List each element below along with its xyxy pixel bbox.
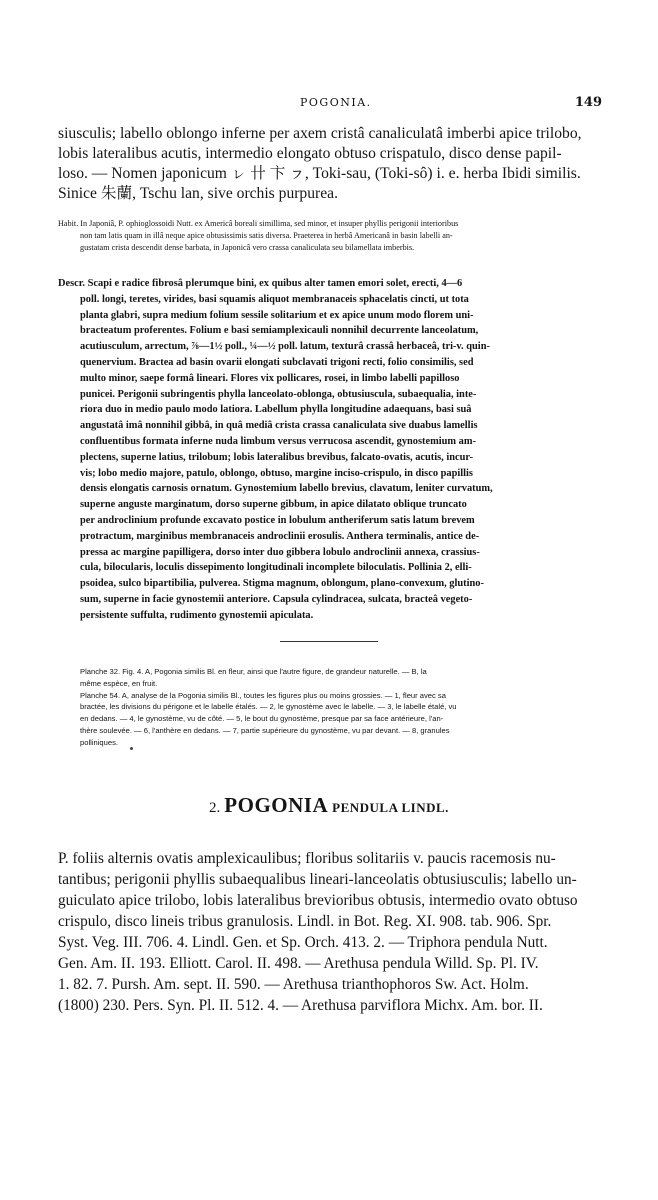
- text-line: poll. longi, teretes, virides, basi squamis aliquot membranaceis sphacelatis cincti, ut tota: [80, 293, 469, 305]
- text-line: densis elongatis carnosis ornatum. Gynostemium labello brevius, clavatum, leniter curvatum,: [80, 483, 493, 495]
- text-line: planta glabri, supra medium folium sessile solitarium et ex apice unum modo florem uni-: [80, 309, 474, 321]
- section-divider: [280, 641, 378, 642]
- text-line: bracteatum proferentes. Folium e basi semiamplexicauli nonnihil decurrente lanceolatum,: [80, 325, 479, 337]
- text-line: crispulo, disco lineis tribus granulosis. Lindl. in Bot. Reg. XI. 908. tab. 906. Spr.: [58, 913, 552, 930]
- text-line: punicei. Perigonii subringentis phylla lanceolato-oblonga, obtusiuscula, subaequalia, inte-: [80, 388, 477, 400]
- text-line: vis; lobo medio majore, patulo, oblongo, obtuso, margine inciso-crispulo, in disco papillis: [80, 467, 473, 479]
- text-line: quenervium. Bractea ad basin ovarii elongati subclavati trigoni recti, folio consimilis, sed: [80, 356, 474, 368]
- text-line: plectens, superne latius, trilobum; lobis lateralibus brevibus, falcato-ovatis, acutis, incur-: [80, 451, 474, 463]
- text-line: même espèce, en fruit.: [80, 678, 158, 688]
- species-genus: POGONIA: [224, 793, 329, 817]
- text-line: bractée, les divisions du périgone et le labelle étalés. — 2, le gynostème avec le labelle. — 3, le labelle étalé, vu: [80, 702, 457, 712]
- text-line: confluentibus formata inferne nuda limbum versus verrucosa ascendit, gynostemium am-: [80, 435, 476, 447]
- text-line: persistente suffulta, rudimento gynostemii apiculata.: [80, 609, 314, 621]
- text-line: superne anguste marginatum, dorso superne gibbum, in apice dilatato oblique truncato: [80, 499, 467, 511]
- page-number: 149: [574, 95, 602, 110]
- text-line: Planche 54. A, analyse de la Pogonia similis Bl., toutes les figures plus ou moins grossies. — 1, fleur avec sa: [80, 690, 446, 700]
- running-head: POGONIA.: [300, 96, 372, 109]
- habitat-paragraph: [58, 218, 603, 255]
- text-line: protractum, marginibus membranaceis androclinii erosulis. Anthera terminalis, antice de-: [80, 530, 480, 542]
- text-line: non tam latis quam in illâ neque apice obtusissimis satis diversa. Praeterea in herbâ Americanâ in basin labelli an-: [80, 231, 453, 241]
- text-line: thère soulevée. — 6, l'anthère en dedans. — 7, partie supérieure du gynostème, vu par devant. — 8, granules: [80, 725, 450, 735]
- species-diagnosis: [58, 848, 603, 1016]
- plate-notes: [80, 666, 600, 749]
- text-line: (1800) 230. Pers. Syn. Pl. II. 512. 4. — Arethusa parviflora Michx. Am. bor. II.: [58, 997, 543, 1014]
- text-line: cula, bilocularis, loculis dissepimento longitudinali incomplete biloculatis. Pollinia 2, elli-: [80, 562, 472, 574]
- text-line: polliniques.: [80, 737, 118, 747]
- text-line: sum, superne in facie gynostemii anteriore. Capsula cylindracea, sulcata, bracteâ vegeto-: [80, 593, 473, 605]
- text-line: en dedans. — 4, le gynostème, vu de côté. — 5, le bout du gynostème, presque par sa face antérieure, l'an-: [80, 714, 444, 724]
- text-line: Descr. Scapi e radice fibrosâ plerumque bini, ex quibus alter tamen emori solet, erecti, 4—6: [58, 278, 463, 289]
- species-number: 2.: [209, 800, 221, 816]
- text-line: tantibus; perigonii phyllis subaequalibus lineari-lanceolatis obtusiusculis; labello un-: [58, 871, 577, 888]
- text-line: pressa ac margine papilligera, dorso inter duo gibbera lobulo androclinii annexa, crassius-: [80, 546, 480, 558]
- text-line: Planche 32. Fig. 4. A, Pogonia similis Bl. en fleur, ainsi que l'autre figure, de grandeur naturelle. — B, la: [80, 667, 427, 676]
- text-line: P. foliis alternis ovatis amplexicaulibus; floribus solitariis v. paucis racemosis nu-: [58, 850, 556, 867]
- text-line: multo minor, saepe formâ lineari. Flores vix pollicares, rosei, in limbo labelli papilloso: [80, 372, 460, 384]
- description-paragraph: [58, 276, 603, 624]
- text-line: Gen. Am. II. 193. Elliott. Carol. II. 498. — Arethusa pendula Willd. Sp. Pl. IV.: [58, 955, 539, 972]
- text-line: per androclinium profunde excavato postice in lobulum antheriferum satis latum brevem: [80, 514, 475, 526]
- text-line: guiculato apice trilobo, lobis lateralibus brevioribus obtusis, intermedio ovato obtuso: [58, 892, 578, 909]
- text-line: lobis lateralibus acutis, intermedio elongato obtuso crispatulo, disco dense papil-: [58, 145, 562, 162]
- text-line: gustatam crista descendit dense barbata, in Japonicâ vero crassa canaliculata seu bilamellata imberbis.: [80, 243, 415, 253]
- species-epithet: PENDULA LINDL.: [332, 800, 449, 815]
- intro-paragraph: [58, 124, 603, 204]
- text-line: 1. 82. 7. Pursh. Am. sept. II. 590. — Arethusa trianthophoros Sw. Act. Holm.: [58, 976, 529, 993]
- text-line: acutiusculum, arrectum, ⅞—1½ poll., ¼—½ poll. latum, texturâ crassâ herbaceâ, tri-v. quin-: [80, 341, 490, 353]
- species-heading: [0, 793, 658, 818]
- text-line: Syst. Veg. III. 706. 4. Lindl. Gen. et Sp. Orch. 413. 2. — Triphora pendula Nutt.: [58, 934, 548, 951]
- text-line: Habit. In Japoniâ, P. ophioglossoidi Nutt. ex Americâ boreali simillima, sed minor, et insuper phyllis perigonii interioribus: [58, 219, 459, 228]
- print-speck: [130, 747, 133, 750]
- text-line: Sinice 朱蘭, Tschu lan, sive orchis purpurea.: [58, 185, 338, 202]
- text-line: riora duo in medio paulo modo latiora. Labellum phylla longitudine adaequans, basi suâ: [80, 404, 472, 416]
- text-line: angustatâ imâ nonnihil gibbâ, in quâ mediâ crista crassa canaliculata sive duabus lamellis: [80, 420, 478, 432]
- text-line: loso. — Nomen japonicum ㇾ 卄 卞 ㇷ, Toki-sau, (Toki-sô) i. e. herba Ibidi similis.: [58, 165, 581, 182]
- text-line: psoidea, sulco bipartibilia, pulverea. Stigma magnum, oblongum, plano-convexum, glutino-: [80, 578, 484, 590]
- text-line: siusculis; labello oblongo inferne per axem cristâ canaliculatâ imberbi apice trilobo,: [58, 125, 582, 142]
